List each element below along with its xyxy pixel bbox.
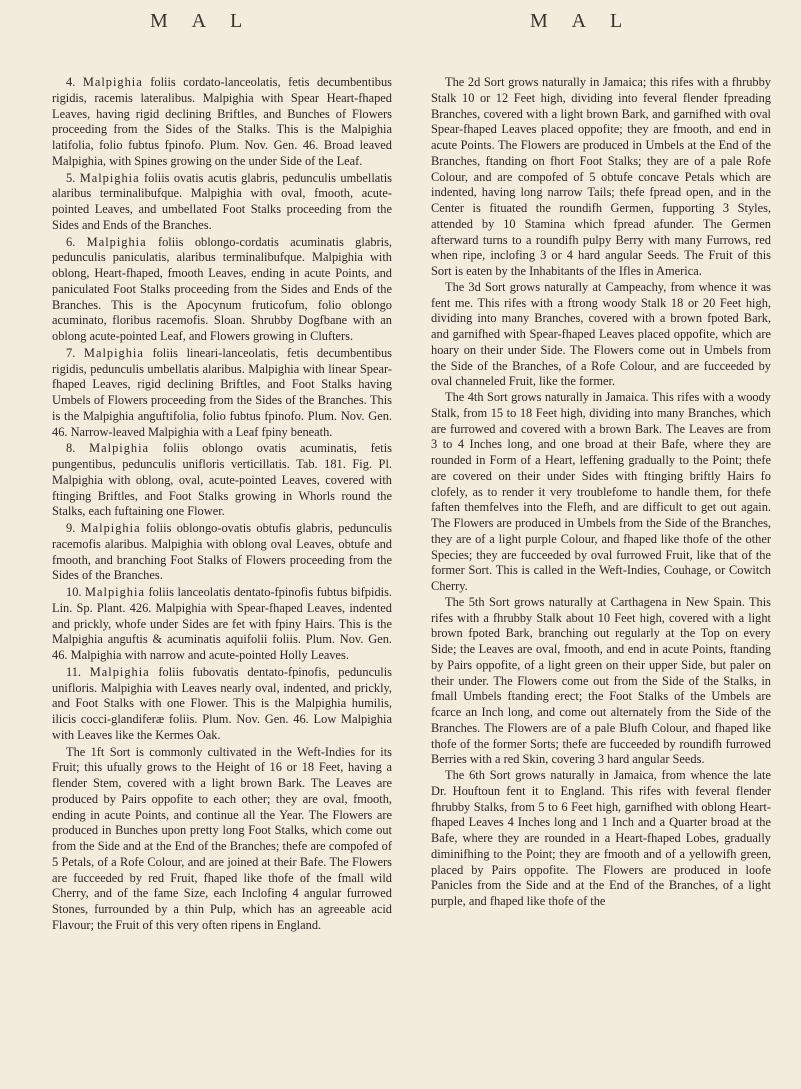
paragraph-text: The 1ft Sort is commonly cultivated in the Weft-Indies for its Fruit; this ufually grows to the Height of 16 or 18 Feet, having a flender Stem, covered with a light brown Bark. The Leaves are produced by Pairs oppofite to each other; they are oval, fmooth, ending in acute Points, and continue all the Year. The Flowers are produced in Bunches upon pretty long Foot Stalks, which come out from the Side and at the End of the Branches; thefe are compofed of 5 Petals, of a Rofe Colour, and are joined at their Bafe. The Flowers are fucceeded by red Fruit, fhaped like thofe of the fmall wild Cherry, and of the fame Size, each Inclofing 4 angular furrowed Stones, furrounded by a thin Pulp, which has an agreeable acid Flavour; the Fruit of this very often ripens in England. bbox=[52, 744, 392, 932]
body-paragraph: The 3d Sort grows naturally at Campeachy, from whence it was fent me. This rifes with a ftrong woody Stalk 18 or 20 Feet high, dividing into many Branches, covered with a brown fpoted Bark, and garnifhed with Spear-fhaped Leaves placed oppofite, which are hoary on their under Side. The Flowers come out in Umbels from the Side of the Branches, of a Rofe Colour, and are fucceeded by oval channeled Fruit, like the former. bbox=[431, 279, 771, 389]
genus-name: Malpighia bbox=[82, 75, 143, 89]
entry-text: foliis fubovatis dentato-fpinofis, pedunculis unifloris. Malpighia with Leaves nearly oval, indented, and prickly, and Foot Stalks with one Flower. This is the Malpighia humilis, ilicis cocci-glandiferæ foliis. Plum. Nov. Gen. 46. Low Malpighia with Leaves like the Kermes Oak. bbox=[52, 664, 392, 742]
species-entry bbox=[52, 346, 392, 441]
entry-number: 9. bbox=[66, 521, 76, 535]
left-column bbox=[52, 75, 392, 935]
entry-number: 8. bbox=[66, 441, 76, 456]
species-entry bbox=[52, 75, 392, 170]
right-column bbox=[431, 75, 771, 910]
body-paragraph: The 4th Sort grows naturally in Jamaica. This rifes with a woody Stalk, from 15 to 18 Feet high, dividing into many Branches, which are furrowed and covered with a brown Bark. The Leaves are from 3 to 4 Inches long, and one broad at their Bafe, where they are rounded in Form of a Heart, leffening gradually to the Point; thefe are covered on their under Sides with ftinging briftly Hairs fo clofely, as to render it very troublefome to handle them, for thefe faften themfelves into the Flefh, and are difficult to get out again. The Flowers are produced in Umbels from the Side of the Branches, they are of a light purple Colour, and fhaped like thofe of the other Species; they are fucceeded by oval furrowed Fruit, like that of the former Sort. This is called in the Weft-Indies, Couhage, or Cowitch Cherry. bbox=[431, 390, 771, 593]
species-entry bbox=[52, 665, 392, 744]
entry-number: 11. bbox=[66, 664, 82, 679]
genus-name: Malpighia bbox=[89, 441, 150, 456]
entry-text: foliis lineari-lanceolatis, fetis decumbentibus rigidis, pedunculis umbellatis alaribus. Malpighia with linear Spear-fhaped Leaves, rigid declining Briftles, and Foot Stalks having Umbels of Flowers proceeding from the Sides of the Branches. This is the Malpighia anguftifolia, folio fubtus fpinofo. Plum. Nov. Gen. 46. Narrow-leaved Malpighia with a Leaf fpiny beneath. bbox=[52, 345, 392, 439]
genus-name: Malpighia bbox=[83, 345, 144, 360]
species-entry bbox=[52, 235, 392, 345]
species-entry bbox=[52, 171, 392, 234]
entry-number: 6. bbox=[66, 234, 76, 249]
genus-name: Malpighia bbox=[85, 585, 145, 599]
genus-name: Malpighia bbox=[79, 170, 140, 185]
entry-text: foliis oblongo ovatis acuminatis, fetis pungentibus, pedunculis unifloris verticillatis. Tab. 181. Fig. Pl. Malpighia with oblong, oval, acute-pointed Leaves, covered with ftinging Briftles, and Foot Stalks growing in Whorls round the Stalks, each fuftaining one Flower. bbox=[52, 441, 392, 519]
body-paragraph: The 5th Sort grows naturally at Carthagena in New Spain. This rifes with a fhrubby Stalk about 10 Feet high, covered with a light brown fpoted Bark, branching out regularly at the Top on every Side; the Leaves are oval, fmooth, and end in acute Points, ftanding by Pairs oppofite, of a light green on their upper Side, but paler on their under. The Flowers come out from the Side of the Stalks, in fmall Umbels ftanding erect; the Foot Stalks of the Umbels are fcarce an Inch long, and come out alternately from the Side of the Branches. The Flowers are of a pale Blufh Colour, and fhaped like thofe of the former Sorts; thefe are fucceeded by roundifh furrowed Berries with a red Skin, covering 3 hard angular Seeds. bbox=[431, 594, 771, 767]
genus-name: Malpighia bbox=[80, 521, 141, 535]
running-head-left: M A L bbox=[150, 10, 253, 32]
entry-text: foliis lanceolatis dentato-fpinofis fubtus bifpidis. Lin. Sp. Plant. 426. Malpighia with Spear-fhaped Leaves, indented and prickly, whofe under Sides are fet with fpiny Hairs. This is the Malpighia anguftis & acuminatis aquifolii foliis. Plum. Nov. Gen. 46. Malpighia with narrow and acute-pointed Holly Leaves. bbox=[52, 585, 393, 662]
entry-number: 5. bbox=[66, 170, 76, 185]
species-entry bbox=[52, 585, 392, 664]
entry-text: foliis oblongo-ovatis obtufis glabris, pedunculis racemofis alaribus. Malpighia with oblong oval Leaves, obtufe and fmooth, and branching Foot Stalks of Flowers proceeding from the Sides of the Branches. bbox=[52, 521, 392, 583]
body-paragraph: The 2d Sort grows naturally in Jamaica; this rifes with a fhrubby Stalk 10 or 12 Feet high, dividing into feveral flender fpreading Branches, covered with a light brown Bark, and garnifhed with oval Spear-fhaped Leaves placed oppofite; they are fmooth, and end in acute Points. The Flowers are produced in Umbels at the End of the Branches, ftanding on fhort Foot Stalks; they are of a pale Rofe Colour, and are compofed of 5 obtufe concave Petals which are indented, having long narrow Tails; thefe fpread open, and in the Center is fituated the roundifh Germen, fupporting 3 Styles, attended by 10 Stamina which fpread afunder. The Germen afterward turns to a roundifh pulpy Berry with many Furrows, red when ripe, inclofing 3 or 4 hard angular Seeds. The Fruit of this Sort is eaten by the Inhabitants of the Ifles in America. bbox=[431, 75, 771, 278]
entry-number: 10. bbox=[66, 585, 82, 599]
species-entry bbox=[52, 521, 392, 584]
entry-number: 7. bbox=[66, 345, 76, 360]
entry-text: foliis oblongo-cordatis acuminatis glabris, pedunculis paniculatis, alaribus terminalibufque. Malpighia with oblong, Heart-fhaped, fmooth Leaves, ending in acute Points, and paniculated Foot Stalks proceeding from the Sides and Ends of the Branches. This is the Apocynum fruticofum, folio oblongo acuminato, floribus racemofis. Sloan. Shrubby Dogfbane with an oblong acute-pointed Leaf, and Flowers growing in Clufters. bbox=[52, 234, 392, 343]
body-paragraph bbox=[52, 745, 392, 934]
genus-name: Malpighia bbox=[89, 664, 150, 679]
species-entry bbox=[52, 441, 392, 520]
entry-text: foliis ovatis acutis glabris, pedunculis umbellatis alaribus terminalibufque. Malpighia with oval, fmooth, acute-pointed Leaves, and umbellated Foot Stalks proceeding from the Sides and Ends of the Branches. bbox=[52, 170, 392, 232]
entry-number: 4. bbox=[66, 75, 76, 89]
running-head-right: M A L bbox=[530, 10, 633, 32]
entry-text: foliis cordato-lanceolatis, fetis decumbentibus rigidis, racemis lateralibus. Malpighia with Spear Heart-fhaped Leaves, having rigid declining Briftles, and Bunches of Flowers proceeding from the Sides of the Stalks. This is the Malpighia latifolia, folio fubtus fpinofo. Plum. Nov. Gen. 46. Broad leaved Malpighia, with Spines growing on the under Side of the Leaf. bbox=[52, 75, 392, 168]
body-paragraph: The 6th Sort grows naturally in Jamaica, from whence the late Dr. Houftoun fent it to England. This rifes with feveral flender fhrubby Stalks, from 5 to 6 Feet high, garnifhed with oblong Heart-fhaped Leaves 4 Inches long and 1 Inch and a Quarter broad at the Bafe, where they are rounded in a Heart-fhaped Lobes, gradually diminifhing to the Point; they are fmooth and of a yellowifh green, placed by Pairs oppofite. The Flowers are produced in loofe Panicles from the Side and at the End of the Branches, of a light purple, and fhaped like thofe of the bbox=[431, 768, 771, 908]
genus-name: Malpighia bbox=[86, 234, 147, 249]
